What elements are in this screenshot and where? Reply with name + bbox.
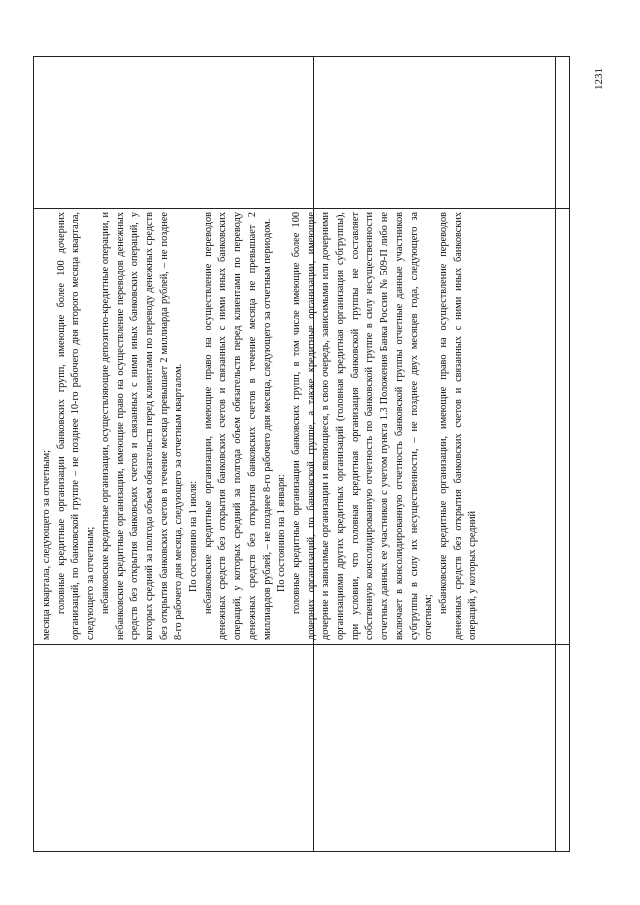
- paragraph: головные кредитные организации банковских групп, в том числе имеющие более 100 дочерних организаций, по банковской группе, а также кредитные организации, имеющие дочерние и зависимые организации и являющиеся, в свою очередь, зависимыми или дочерними организациями других кредитных организаций (головная кредитная организация субгруппы), при условии, что головная кредитная организация банковской группы не составляет собственную консолидированную отчетность по банковской группе в силу несущественности отчетных данных ее участников с учетом пункта 1.3 Положения Банка России № 509-П либо не включает в консолидированную отчетность банковской группы отчетные данные участников субгруппы в силу их несущественности, – не позднее двух месяцев года, следующего за отчетным;: [290, 212, 435, 640]
- rotated-text-block: [40, 208, 563, 644]
- paragraph: небанковские кредитные организации, осуществляющие депозитно-кредитные операции, и небанковские кредитные организации, имеющие право на осуществление переводов денежных средств без открытия банковских счетов и связанных с ними иных банковских операций, у которых средний за полгода объем обязательств перед клиентами по переводу денежных средств без открытия банковских счетов в течение месяца превышает 2 миллиарда рублей, – не позднее 8-го рабочего дня месяца, следующего за отчетным кварталом.: [99, 212, 185, 640]
- paragraph: небанковские кредитные организации, имеющие право на осуществление переводов денежных средств без открытия банковских счетов и связанных с ними иных банковских операций, у которых средний: [437, 212, 479, 640]
- paragraph: головные кредитные организации банковских групп, имеющие более 100 дочерних организаций, по банковской группе – не позднее 10-го рабочего дня второго месяца квартала, следующего за отчетным;: [55, 212, 97, 640]
- row-divider-bottom: [33, 644, 570, 645]
- page-number-text: 1231: [593, 68, 605, 90]
- paragraph: месяца квартала, следующего за отчетным;: [41, 450, 52, 640]
- text-cell: [40, 208, 563, 644]
- section-heading: По состоянию на 1 января:: [276, 474, 288, 592]
- paragraph: небанковские кредитные организации, имеющие право на осуществление переводов денежных средств без открытия банковских счетов и связанных с ними иных банковских операций, у которых средний за полгода объем обязательств перед клиентами по переводу денежных средств без открытия банковских счетов в течение месяца не превышает 2 миллиардов рублей, – не позднее 8-го рабочего дня месяца, следующего за отчетным периодом.: [202, 212, 273, 640]
- section-heading: По состоянию на 1 июля:: [188, 480, 200, 592]
